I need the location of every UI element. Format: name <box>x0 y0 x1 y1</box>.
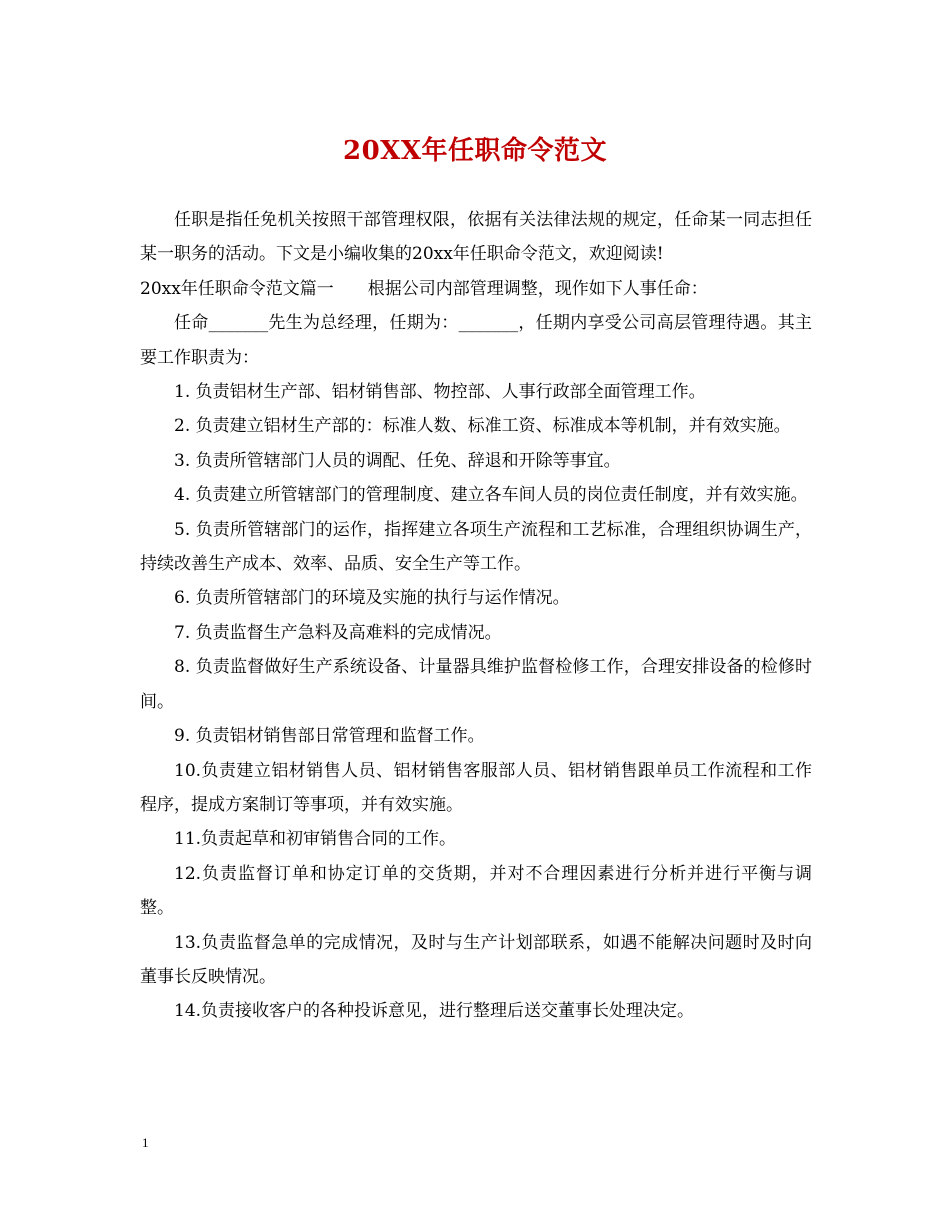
duty-item-2: 2. 负责建立铝材生产部的：标准人数、标准工资、标准成本等机制，并有效实施。 <box>174 416 791 437</box>
page-number: 1 <box>142 1135 149 1150</box>
duty-item-8: 8. 负责监督做好生产系统设备、计量器具维护监督检修工作，合理安排设备的检修时间。 <box>140 657 812 712</box>
duty-item-5: 5. 负责所管辖部门的运作，指挥建立各项生产流程和工艺标准，合理组织协调生产，持续改善生产成本、效率、品质、安全生产等工作。 <box>140 519 812 575</box>
paragraph-section-heading: 20xx年任职命令范文篇一 根据公司内部管理调整，现作如下人事任命： <box>140 278 708 299</box>
duty-item-7: 7. 负责监督生产急料及高难料的完成情况。 <box>174 622 502 643</box>
document-title: 20XX年任职命令范文 <box>342 136 608 166</box>
duty-item-10: 10.负责建立铝材销售人员、铝材销售客服部人员、铝材销售跟单员工作流程和工作程序，提成方案制订等事项，并有效实施。 <box>140 760 812 815</box>
duty-item-6: 6. 负责所管辖部门的环境及实施的执行与运作情况。 <box>174 588 570 609</box>
duty-item-11: 11.负责起草和初审销售合同的工作。 <box>174 829 457 850</box>
duty-item-1: 1. 负责铝材生产部、铝材销售部、物控部、人事行政部全面管理工作。 <box>174 382 706 403</box>
duty-item-13: 13.负责监督急单的完成情况，及时与生产计划部联系，如遇不能解决问题时及时向董事长反映情况。 <box>140 932 812 987</box>
duty-item-3: 3. 负责所管辖部门人员的调配、任免、辞退和开除等事宜。 <box>174 450 621 471</box>
duty-item-9: 9. 负责铝材销售部日常管理和监督工作。 <box>174 726 485 747</box>
document-body <box>140 203 812 1029</box>
duty-item-14: 14.负责接收客户的各种投诉意见，进行整理后送交董事长处理决定。 <box>174 1001 695 1022</box>
paragraph-appointment: 任命_______先生为总经理，任期为：_______，任期内享受公司高层管理待遇。其主要工作职责为： <box>140 313 812 368</box>
duty-item-12: 12.负责监督订单和协定订单的交货期，并对不合理因素进行分析并进行平衡与调整。 <box>140 863 812 919</box>
paragraph-intro: 任职是指任免机关按照干部管理权限，依据有关法律法规的规定，任命某一同志担任某一职务的活动。下文是小编收集的20xx年任职命令范文，欢迎阅读! <box>140 210 812 265</box>
duty-item-4: 4. 负责建立所管辖部门的管理制度、建立各车间人员的岗位责任制度，并有效实施。 <box>174 485 808 506</box>
